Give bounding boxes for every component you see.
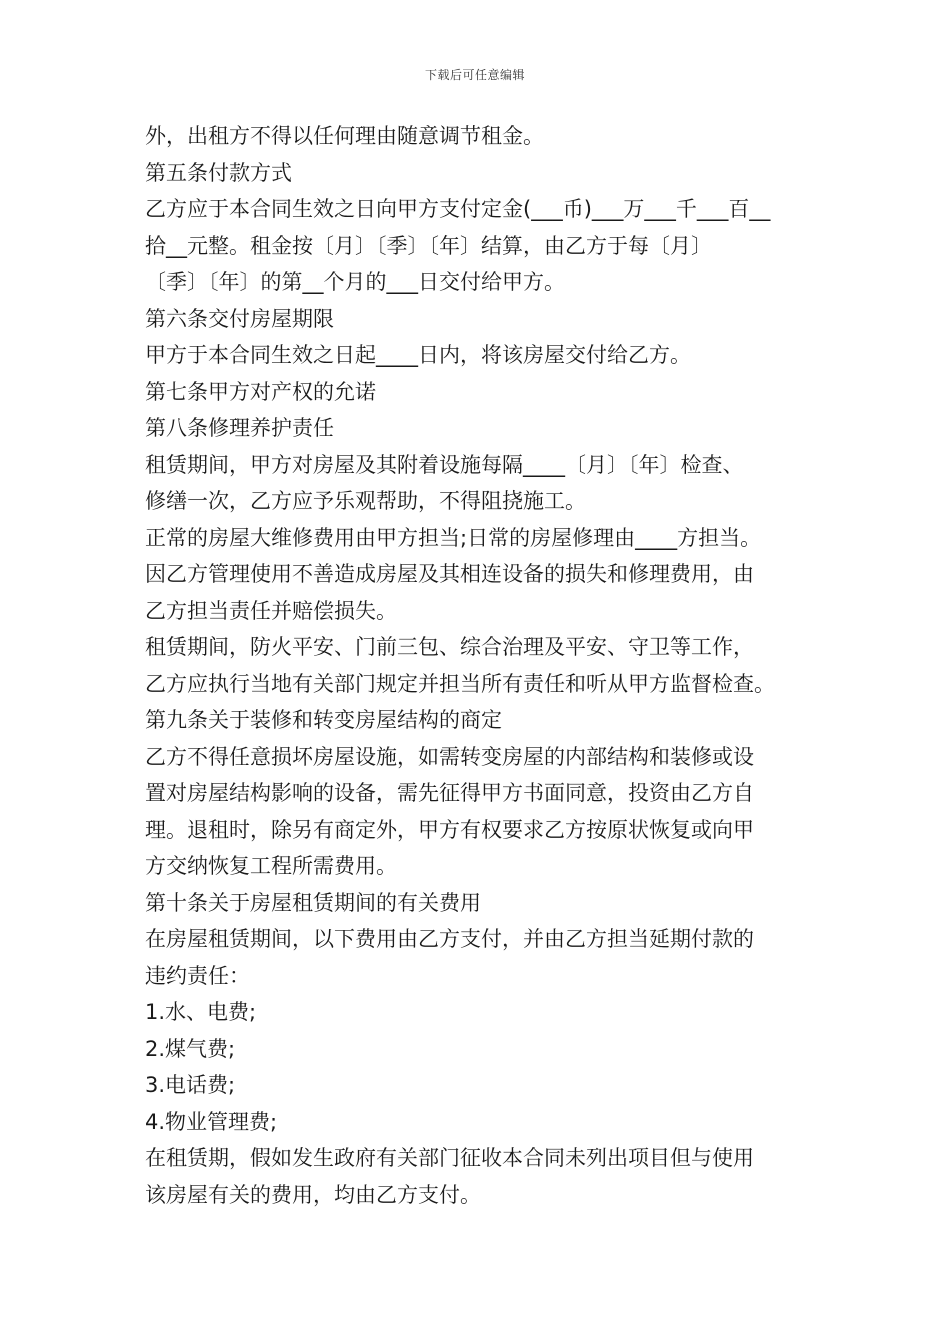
text-line: 租赁期间，甲方对房屋及其附着设施每隔____〔月〕〔年〕检查、 <box>145 452 744 477</box>
text-line: 租赁期间，防火平安、门前三包、综合治理及平安、守卫等工作， <box>145 635 754 659</box>
text-line: 该房屋有关的费用，均由乙方支付。 <box>145 1182 481 1207</box>
document-body <box>145 118 807 1213</box>
text-line: 乙方不得任意损坏房屋设施，如需转变房屋的内部结构和装修或设 <box>145 744 754 769</box>
list-item: 4.物业管理费; <box>145 1109 278 1134</box>
list-item: 2.煤气费; <box>145 1036 236 1061</box>
text-line: 乙方应执行当地有关部门规定并担当所有责任和听从甲方监督检查。 <box>145 671 775 696</box>
list-item: 3.电话费; <box>145 1073 236 1097</box>
text-line: 置对房屋结构影响的设备，需先征得甲方书面同意，投资由乙方自 <box>145 781 754 805</box>
text-line: 修缮一次，乙方应予乐观帮助，不得阻挠施工。 <box>145 489 586 513</box>
section-heading: 第九条关于装修和转变房屋结构的商定 <box>145 708 502 732</box>
page-header-note: 下载后可任意编辑 <box>424 68 525 82</box>
section-heading: 第六条交付房屋期限 <box>145 306 334 331</box>
section-heading: 第八条修理养护责任 <box>145 416 334 440</box>
section-heading: 第十条关于房屋租赁期间的有关费用 <box>145 890 481 915</box>
section-heading: 第七条甲方对产权的允诺 <box>145 379 376 404</box>
text-line: 违约责任： <box>145 963 250 988</box>
text-line: 外，出租方不得以任何理由随意调节租金。 <box>145 124 544 148</box>
list-item: 1.水、电费; <box>145 1000 257 1024</box>
text-line: 方交纳恢复工程所需费用。 <box>145 854 397 878</box>
section-heading: 第五条付款方式 <box>145 160 292 185</box>
text-line: 拾__元整。租金按〔月〕〔季〕〔年〕结算，由乙方于每〔月〕 <box>145 233 712 258</box>
text-line: 因乙方管理使用不善造成房屋及其相连设备的损失和修理费用，由 <box>145 562 754 586</box>
text-line: 乙方担当责任并赔偿损失。 <box>145 598 397 623</box>
text-line: 理。退租时，除另有商定外，甲方有权要求乙方按原状恢复或向甲 <box>145 817 754 842</box>
text-line: 在房屋租赁期间，以下费用由乙方支付，并由乙方担当延期付款的 <box>145 927 754 951</box>
text-line: 正常的房屋大维修费用由甲方担当;日常的房屋修理由____方担当。 <box>145 525 762 550</box>
text-line: 甲方于本合同生效之日起____日内，将该房屋交付给乙方。 <box>145 343 691 367</box>
text-line: 〔季〕〔年〕的第__个月的___日交付给甲方。 <box>145 270 565 294</box>
text-line: 乙方应于本合同生效之日向甲方支付定金(___币)___万___千___百__ <box>145 197 771 221</box>
text-line: 在租赁期，假如发生政府有关部门征收本合同未列出项目但与使用 <box>145 1146 754 1170</box>
